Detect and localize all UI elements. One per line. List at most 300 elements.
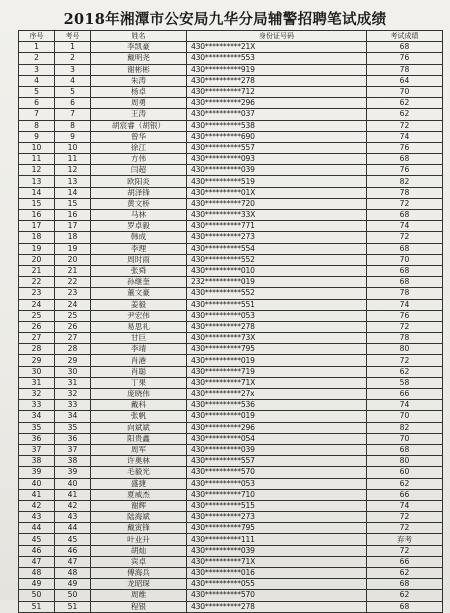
cell-exam-no: 40 — [55, 478, 91, 489]
cell-score: 64 — [367, 75, 443, 86]
cell-score: 68 — [367, 243, 443, 254]
cell-exam-no: 50 — [55, 590, 91, 601]
cell-seq: 48 — [19, 568, 55, 579]
cell-exam-no: 3 — [55, 64, 91, 75]
cell-id-number: 430**********795 — [187, 523, 367, 534]
table-row — [19, 355, 443, 366]
cell-score: 78 — [367, 333, 443, 344]
cell-name: 张帆 — [91, 411, 187, 422]
cell-id-number: 430**********039 — [187, 444, 367, 455]
cell-name: 戴寅锋 — [91, 523, 187, 534]
cell-score: 74 — [367, 299, 443, 310]
cell-name: 孙继奎 — [91, 277, 187, 288]
cell-exam-no: 33 — [55, 400, 91, 411]
cell-seq: 21 — [19, 265, 55, 276]
cell-exam-no: 46 — [55, 545, 91, 556]
cell-id-number: 430**********720 — [187, 198, 367, 209]
cell-name: 夏威杰 — [91, 489, 187, 500]
cell-seq: 5 — [19, 86, 55, 97]
table-row — [19, 299, 443, 310]
cell-exam-no: 24 — [55, 299, 91, 310]
cell-seq: 36 — [19, 433, 55, 444]
cell-exam-no: 30 — [55, 366, 91, 377]
cell-seq: 22 — [19, 277, 55, 288]
cell-id-number: 430**********73X — [187, 333, 367, 344]
cell-score: 62 — [367, 568, 443, 579]
cell-name: 李理 — [91, 243, 187, 254]
cell-seq: 25 — [19, 310, 55, 321]
table-row — [19, 344, 443, 355]
cell-exam-no: 19 — [55, 243, 91, 254]
cell-score: 78 — [367, 187, 443, 198]
cell-exam-no: 47 — [55, 556, 91, 567]
cell-score: 76 — [367, 53, 443, 64]
cell-id-number: 430**********054 — [187, 433, 367, 444]
cell-exam-no: 4 — [55, 75, 91, 86]
cell-score: 74 — [367, 400, 443, 411]
cell-exam-no: 29 — [55, 355, 91, 366]
table-row — [19, 142, 443, 153]
cell-exam-no: 14 — [55, 187, 91, 198]
table-row — [19, 265, 443, 276]
cell-seq: 30 — [19, 366, 55, 377]
cell-id-number: 430**********710 — [187, 489, 367, 500]
scores-table — [18, 30, 443, 613]
cell-id-number: 430**********553 — [187, 53, 367, 64]
cell-id-number: 430**********21X — [187, 42, 367, 53]
cell-seq: 18 — [19, 232, 55, 243]
cell-id-number: 430**********053 — [187, 310, 367, 321]
cell-id-number: 430**********536 — [187, 400, 367, 411]
cell-score: 82 — [367, 422, 443, 433]
cell-exam-no: 7 — [55, 109, 91, 120]
table-row — [19, 467, 443, 478]
cell-score: 82 — [367, 176, 443, 187]
cell-id-number: 430**********296 — [187, 98, 367, 109]
cell-seq: 8 — [19, 120, 55, 131]
cell-score: 62 — [367, 478, 443, 489]
cell-name: 罗卓毅 — [91, 221, 187, 232]
cell-seq: 50 — [19, 590, 55, 601]
cell-name: 谢彬彬 — [91, 64, 187, 75]
cell-id-number: 430**********570 — [187, 590, 367, 601]
cell-exam-no: 48 — [55, 568, 91, 579]
table-row — [19, 366, 443, 377]
table-row — [19, 601, 443, 612]
cell-name: 易思礼 — [91, 321, 187, 332]
cell-seq: 20 — [19, 254, 55, 265]
cell-exam-no: 13 — [55, 176, 91, 187]
cell-seq: 26 — [19, 321, 55, 332]
cell-seq: 45 — [19, 534, 55, 545]
table-row — [19, 333, 443, 344]
cell-seq: 31 — [19, 377, 55, 388]
cell-id-number: 430**********039 — [187, 545, 367, 556]
cell-seq: 49 — [19, 579, 55, 590]
cell-id-number: 430**********037 — [187, 109, 367, 120]
table-row — [19, 86, 443, 97]
table-row — [19, 243, 443, 254]
cell-name: 陆海斌 — [91, 512, 187, 523]
cell-name: 曾华 — [91, 131, 187, 142]
cell-name: 傅海兵 — [91, 568, 187, 579]
cell-seq: 28 — [19, 344, 55, 355]
cell-score: 弃考 — [367, 534, 443, 545]
table-row — [19, 198, 443, 209]
cell-name: 欧阳炎 — [91, 176, 187, 187]
cell-seq: 32 — [19, 389, 55, 400]
cell-id-number: 430**********111 — [187, 534, 367, 545]
cell-exam-no: 20 — [55, 254, 91, 265]
cell-seq: 2 — [19, 53, 55, 64]
cell-exam-no: 22 — [55, 277, 91, 288]
table-row — [19, 411, 443, 422]
table-row — [19, 154, 443, 165]
cell-score: 68 — [367, 601, 443, 612]
cell-exam-no: 26 — [55, 321, 91, 332]
cell-seq: 7 — [19, 109, 55, 120]
cell-id-number: 430**********71X — [187, 556, 367, 567]
cell-name: 尹宏伟 — [91, 310, 187, 321]
table-row — [19, 579, 443, 590]
cell-score: 62 — [367, 98, 443, 109]
cell-score: 68 — [367, 444, 443, 455]
cell-id-number: 430**********278 — [187, 601, 367, 612]
cell-exam-no: 10 — [55, 142, 91, 153]
table-row — [19, 512, 443, 523]
cell-id-number: 430**********010 — [187, 265, 367, 276]
table-row — [19, 545, 443, 556]
cell-seq: 23 — [19, 288, 55, 299]
cell-name: 叶业升 — [91, 534, 187, 545]
cell-seq: 11 — [19, 154, 55, 165]
cell-exam-no: 37 — [55, 444, 91, 455]
cell-exam-no: 41 — [55, 489, 91, 500]
cell-score: 72 — [367, 355, 443, 366]
cell-exam-no: 27 — [55, 333, 91, 344]
cell-seq: 42 — [19, 500, 55, 511]
table-row — [19, 53, 443, 64]
cell-exam-no: 35 — [55, 422, 91, 433]
cell-id-number: 430**********551 — [187, 299, 367, 310]
table-row — [19, 64, 443, 75]
cell-exam-no: 5 — [55, 86, 91, 97]
table-row — [19, 98, 443, 109]
table-row — [19, 456, 443, 467]
cell-name: 闫超 — [91, 165, 187, 176]
cell-score: 68 — [367, 154, 443, 165]
cell-id-number: 430**********273 — [187, 512, 367, 523]
cell-score: 76 — [367, 142, 443, 153]
header-seq: 序号 — [19, 31, 55, 42]
cell-seq: 39 — [19, 467, 55, 478]
table-row — [19, 568, 443, 579]
cell-id-number: 430**********019 — [187, 355, 367, 366]
cell-name: 杨卓 — [91, 86, 187, 97]
cell-score: 70 — [367, 411, 443, 422]
cell-score: 72 — [367, 198, 443, 209]
table-row — [19, 42, 443, 53]
cell-name: 周勇 — [91, 98, 187, 109]
header-score: 考试成绩 — [367, 31, 443, 42]
cell-id-number: 430**********771 — [187, 221, 367, 232]
cell-id-number: 430**********296 — [187, 422, 367, 433]
table-row — [19, 444, 443, 455]
cell-exam-no: 12 — [55, 165, 91, 176]
cell-score: 68 — [367, 42, 443, 53]
cell-id-number: 430**********557 — [187, 456, 367, 467]
cell-exam-no: 9 — [55, 131, 91, 142]
cell-exam-no: 23 — [55, 288, 91, 299]
cell-id-number: 430**********795 — [187, 344, 367, 355]
cell-score: 80 — [367, 456, 443, 467]
cell-id-number: 430**********71X — [187, 377, 367, 388]
cell-id-number: 430**********278 — [187, 321, 367, 332]
cell-name: 周维 — [91, 590, 187, 601]
cell-seq: 34 — [19, 411, 55, 422]
cell-score: 74 — [367, 221, 443, 232]
cell-exam-no: 39 — [55, 467, 91, 478]
cell-name: 胡宸睿（胡银） — [91, 120, 187, 131]
cell-seq: 12 — [19, 165, 55, 176]
table-row — [19, 556, 443, 567]
cell-name: 周军 — [91, 444, 187, 455]
table-row — [19, 254, 443, 265]
cell-exam-no: 38 — [55, 456, 91, 467]
cell-score: 62 — [367, 109, 443, 120]
cell-exam-no: 15 — [55, 198, 91, 209]
table-row — [19, 120, 443, 131]
cell-name: 胡泽锋 — [91, 187, 187, 198]
cell-exam-no: 28 — [55, 344, 91, 355]
cell-id-number: 430**********519 — [187, 176, 367, 187]
cell-score: 70 — [367, 433, 443, 444]
table-row — [19, 221, 443, 232]
table-row — [19, 523, 443, 534]
table-row — [19, 187, 443, 198]
cell-id-number: 430**********016 — [187, 568, 367, 579]
cell-seq: 27 — [19, 333, 55, 344]
cell-score: 70 — [367, 254, 443, 265]
cell-exam-no: 49 — [55, 579, 91, 590]
cell-seq: 15 — [19, 198, 55, 209]
cell-name: 黄文桥 — [91, 198, 187, 209]
cell-name: 王涛 — [91, 109, 187, 120]
cell-id-number: 430**********273 — [187, 232, 367, 243]
cell-name: 肖聪 — [91, 366, 187, 377]
cell-score: 68 — [367, 579, 443, 590]
cell-id-number: 430**********01X — [187, 187, 367, 198]
cell-seq: 10 — [19, 142, 55, 153]
cell-exam-no: 8 — [55, 120, 91, 131]
cell-score: 66 — [367, 556, 443, 567]
cell-score: 60 — [367, 467, 443, 478]
table-row — [19, 277, 443, 288]
cell-name: 董文豪 — [91, 288, 187, 299]
cell-exam-no: 42 — [55, 500, 91, 511]
cell-id-number: 430**********019 — [187, 411, 367, 422]
header-exam-no: 考号 — [55, 31, 91, 42]
cell-id-number: 430**********278 — [187, 75, 367, 86]
cell-name: 向斌斌 — [91, 422, 187, 433]
cell-id-number: 430**********712 — [187, 86, 367, 97]
cell-name: 马林 — [91, 210, 187, 221]
cell-name: 姜毅 — [91, 299, 187, 310]
cell-seq: 40 — [19, 478, 55, 489]
cell-name: 毛毅光 — [91, 467, 187, 478]
cell-seq: 35 — [19, 422, 55, 433]
cell-score: 72 — [367, 232, 443, 243]
cell-exam-no: 18 — [55, 232, 91, 243]
table-row — [19, 590, 443, 601]
cell-seq: 6 — [19, 98, 55, 109]
cell-score: 68 — [367, 210, 443, 221]
table-row — [19, 377, 443, 388]
cell-id-number: 430**********515 — [187, 500, 367, 511]
cell-id-number: 430**********055 — [187, 579, 367, 590]
cell-seq: 9 — [19, 131, 55, 142]
cell-name: 张舜 — [91, 265, 187, 276]
cell-seq: 17 — [19, 221, 55, 232]
cell-name: 肖港 — [91, 355, 187, 366]
cell-id-number: 430**********557 — [187, 142, 367, 153]
cell-name: 谢辉 — [91, 500, 187, 511]
cell-score: 74 — [367, 500, 443, 511]
cell-id-number: 430**********919 — [187, 64, 367, 75]
table-row — [19, 534, 443, 545]
cell-name: 李靖 — [91, 344, 187, 355]
cell-score: 72 — [367, 523, 443, 534]
cell-score: 68 — [367, 277, 443, 288]
cell-name: 胡灿 — [91, 545, 187, 556]
cell-name: 宾卓 — [91, 556, 187, 567]
cell-seq: 16 — [19, 210, 55, 221]
table-row — [19, 321, 443, 332]
cell-id-number: 430**********33X — [187, 210, 367, 221]
document-title: 2018年湘潭市公安局九华分局辅警招聘笔试成绩 — [63, 11, 387, 28]
cell-id-number: 430**********570 — [187, 467, 367, 478]
cell-seq: 43 — [19, 512, 55, 523]
cell-exam-no: 51 — [55, 601, 91, 612]
cell-exam-no: 17 — [55, 221, 91, 232]
cell-seq: 47 — [19, 556, 55, 567]
table-header-row — [19, 31, 443, 42]
cell-name: 周时雨 — [91, 254, 187, 265]
cell-score: 62 — [367, 366, 443, 377]
table-row — [19, 500, 443, 511]
cell-score: 80 — [367, 344, 443, 355]
cell-name: 甘巨 — [91, 333, 187, 344]
cell-exam-no: 36 — [55, 433, 91, 444]
cell-id-number: 430**********552 — [187, 254, 367, 265]
table-row — [19, 210, 443, 221]
cell-name: 韩成 — [91, 232, 187, 243]
cell-name: 戴明尧 — [91, 53, 187, 64]
cell-exam-no: 1 — [55, 42, 91, 53]
cell-seq: 4 — [19, 75, 55, 86]
cell-score: 76 — [367, 310, 443, 321]
cell-exam-no: 34 — [55, 411, 91, 422]
cell-name: 方伟 — [91, 154, 187, 165]
cell-seq: 24 — [19, 299, 55, 310]
cell-name: 程银 — [91, 601, 187, 612]
cell-score: 78 — [367, 288, 443, 299]
cell-score: 58 — [367, 377, 443, 388]
cell-exam-no: 25 — [55, 310, 91, 321]
header-name: 姓名 — [91, 31, 187, 42]
cell-seq: 46 — [19, 545, 55, 556]
cell-score: 70 — [367, 86, 443, 97]
cell-score: 72 — [367, 545, 443, 556]
cell-name: 阳贵鑫 — [91, 433, 187, 444]
cell-id-number: 430**********538 — [187, 120, 367, 131]
cell-exam-no: 6 — [55, 98, 91, 109]
table-row — [19, 109, 443, 120]
cell-name: 朱涛 — [91, 75, 187, 86]
cell-seq: 14 — [19, 187, 55, 198]
cell-score: 68 — [367, 265, 443, 276]
table-row — [19, 433, 443, 444]
cell-id-number: 430**********093 — [187, 154, 367, 165]
cell-seq: 19 — [19, 243, 55, 254]
cell-seq: 44 — [19, 523, 55, 534]
header-id-number: 身份证号码 — [187, 31, 367, 42]
cell-exam-no: 11 — [55, 154, 91, 165]
cell-seq: 3 — [19, 64, 55, 75]
cell-name: 丁果 — [91, 377, 187, 388]
cell-id-number: 430**********27x — [187, 389, 367, 400]
table-row — [19, 478, 443, 489]
cell-seq: 1 — [19, 42, 55, 53]
cell-id-number: 430**********719 — [187, 366, 367, 377]
cell-exam-no: 43 — [55, 512, 91, 523]
cell-seq: 13 — [19, 176, 55, 187]
table-row — [19, 165, 443, 176]
cell-score: 62 — [367, 590, 443, 601]
cell-id-number: 430**********039 — [187, 165, 367, 176]
table-row — [19, 75, 443, 86]
table-row — [19, 232, 443, 243]
table-row — [19, 176, 443, 187]
cell-score: 74 — [367, 131, 443, 142]
cell-exam-no: 32 — [55, 389, 91, 400]
cell-name: 盛捷 — [91, 478, 187, 489]
cell-exam-no: 45 — [55, 534, 91, 545]
table-row — [19, 389, 443, 400]
cell-score: 66 — [367, 389, 443, 400]
cell-exam-no: 2 — [55, 53, 91, 64]
cell-seq: 41 — [19, 489, 55, 500]
cell-score: 72 — [367, 512, 443, 523]
cell-name: 庞晓伟 — [91, 389, 187, 400]
cell-id-number: 430**********554 — [187, 243, 367, 254]
cell-id-number: 430**********552 — [187, 288, 367, 299]
table-body — [19, 42, 443, 613]
cell-exam-no: 31 — [55, 377, 91, 388]
cell-score: 72 — [367, 321, 443, 332]
cell-score: 76 — [367, 165, 443, 176]
cell-seq: 33 — [19, 400, 55, 411]
cell-score: 66 — [367, 489, 443, 500]
cell-name: 许奥林 — [91, 456, 187, 467]
cell-exam-no: 16 — [55, 210, 91, 221]
cell-seq: 38 — [19, 456, 55, 467]
cell-id-number: 232**********019 — [187, 277, 367, 288]
table-row — [19, 400, 443, 411]
cell-seq: 29 — [19, 355, 55, 366]
cell-name: 徐江 — [91, 142, 187, 153]
cell-name: 龙昭琛 — [91, 579, 187, 590]
